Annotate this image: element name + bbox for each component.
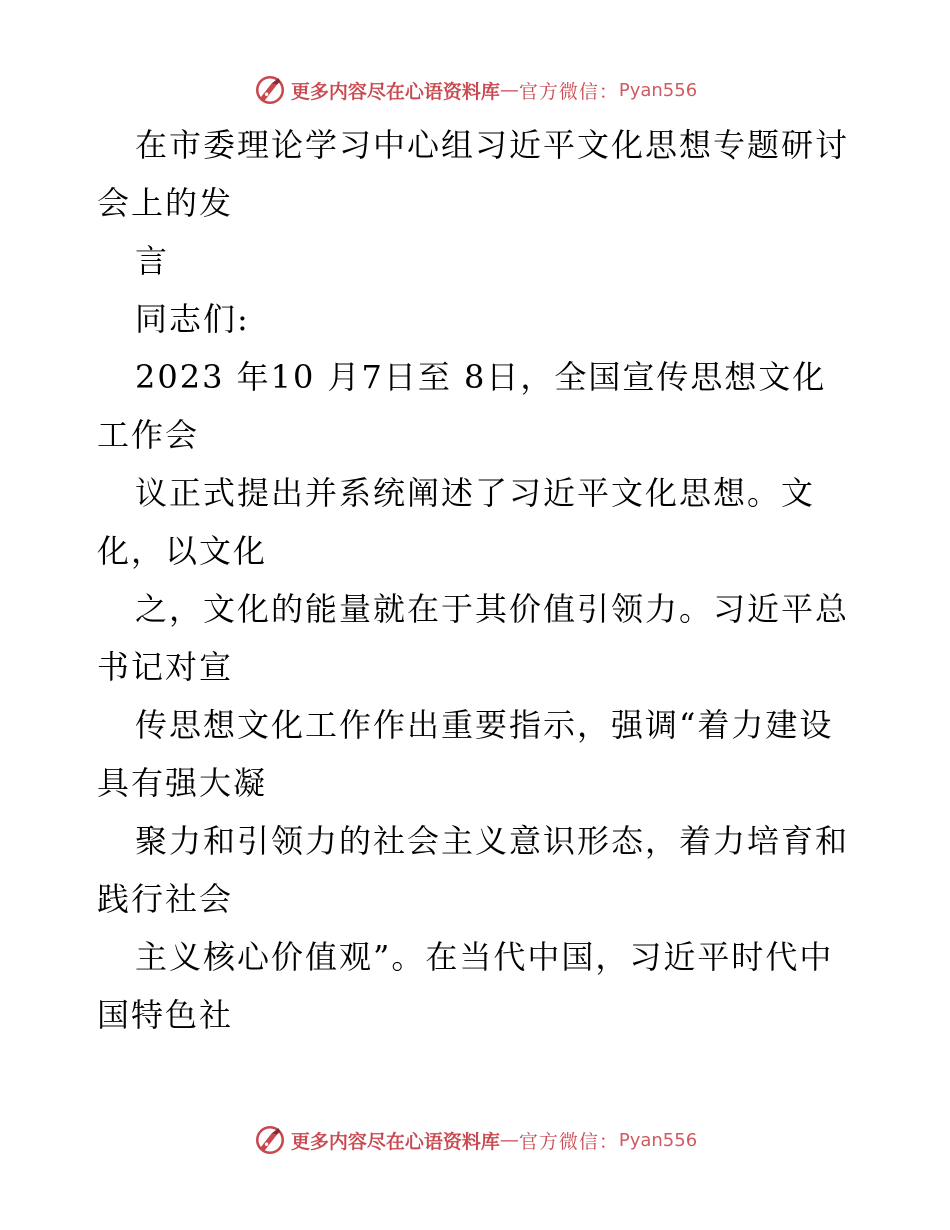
paragraph-line: 具有强大凝 — [97, 764, 268, 802]
paragraph-line: 国特色社 — [97, 996, 234, 1034]
header-watermark — [0, 70, 950, 110]
watermark-wechat-label: 官方微信： — [518, 1130, 619, 1153]
paragraph-line: 同志们: — [135, 300, 250, 338]
watermark-separator: — — [499, 79, 519, 101]
watermark-wechat-id: Pyan556 — [618, 1129, 698, 1151]
paragraph-line: 言 — [135, 242, 170, 280]
watermark-main-text: 更多内容尽在心语资料库 — [290, 1130, 500, 1153]
watermark-wechat-id: Pyan556 — [618, 79, 698, 101]
paragraph-line: 化，以文化 — [97, 532, 268, 570]
paragraph-line: 之，文化的能量就在于其价值引领力。习近平总 — [135, 590, 850, 628]
paragraph-line: 2023 年10 月7日至 8日，全国宣传思想文化 — [135, 358, 827, 396]
paragraph-line: 主义核心价值观”。在当代中国，习近平时代中 — [135, 938, 834, 976]
document-body — [97, 116, 887, 1044]
paragraph-line: 议正式提出并系统阐述了习近平文化思想。文 — [135, 474, 816, 512]
paragraph-line: 工作会 — [97, 416, 200, 454]
paragraph-line: 践行社会 — [97, 880, 234, 918]
paragraph-line: 传思想文化工作作出重要指示，强调“着力建设 — [135, 706, 834, 744]
paragraph-line: 书记对宣 — [97, 648, 234, 686]
paragraph-line: 聚力和引领力的社会主义意识形态，着力培育和 — [135, 822, 850, 860]
footer-watermark — [0, 1120, 950, 1160]
pen-nib-logo-icon — [253, 73, 287, 107]
pen-nib-logo-icon — [253, 1123, 287, 1157]
watermark-separator: — — [499, 1129, 519, 1151]
watermark-main-text: 更多内容尽在心语资料库 — [290, 80, 500, 103]
paragraph-line: 在市委理论学习中心组习近平文化思想专题研讨 — [135, 126, 850, 164]
paragraph-line: 会上的发 — [97, 184, 234, 222]
watermark-wechat-label: 官方微信： — [518, 80, 619, 103]
